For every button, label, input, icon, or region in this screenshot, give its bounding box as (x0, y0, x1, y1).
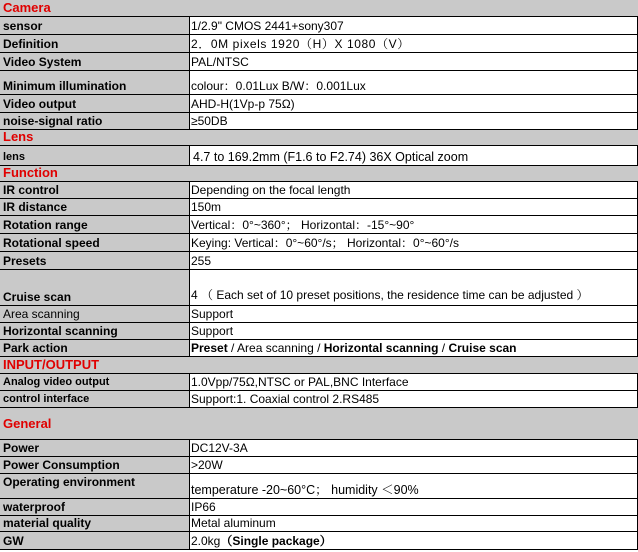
row-value-cell (191, 71, 638, 94)
row-value-cell (191, 252, 638, 269)
row-operating-environment (0, 474, 638, 499)
section-title: Camera (3, 0, 51, 15)
row-material-quality (0, 516, 638, 532)
row-value-cell (191, 146, 638, 165)
row-value: Vertical：0°~360°； Horizontal：-15°~90° (191, 218, 415, 232)
row-value-cell (191, 35, 638, 52)
section-function (0, 166, 638, 182)
row-label-cell (0, 499, 190, 515)
row-label: Rotation range (3, 218, 88, 232)
row-value (191, 341, 517, 355)
row-rotational-speed (0, 234, 638, 252)
row-value: temperature -20~60°C； humidity ＜90% (191, 483, 419, 497)
row-label-cell (0, 146, 190, 165)
row-value-cell (191, 499, 638, 515)
row-value-cell (191, 17, 638, 34)
row-value-cell (191, 199, 638, 215)
row-label-cell (0, 516, 190, 531)
row-label-cell (0, 53, 190, 70)
row-power (0, 440, 638, 457)
row-label-cell (0, 216, 190, 233)
row-value: PAL/NTSC (191, 55, 249, 69)
gw-weight: 2.0kg (191, 534, 221, 548)
row-value-cell (191, 374, 638, 390)
row-value: 255 (191, 254, 212, 268)
row-label-cell (0, 252, 190, 269)
section-title: INPUT/OUTPUT (3, 357, 100, 372)
row-label: Park action (3, 341, 68, 355)
row-minimum-illumination (0, 71, 638, 95)
row-power-consumption (0, 457, 638, 474)
row-label-cell (0, 474, 190, 498)
row-lens (0, 146, 638, 166)
row-label: Power Consumption (3, 458, 120, 472)
row-value-cell (191, 440, 638, 456)
row-value: Metal aluminum (191, 516, 276, 530)
row-video-output (0, 95, 638, 113)
row-label-cell (0, 113, 190, 129)
row-park-action (0, 340, 638, 357)
row-label: IR control (3, 183, 59, 197)
row-value: 2．0M pixels 1920（H）X 1080（V） (191, 37, 410, 51)
row-label-cell (0, 440, 190, 456)
row-video-system (0, 53, 638, 71)
row-label-cell (0, 71, 190, 94)
row-label: waterproof (3, 500, 66, 514)
row-horizontal-scanning (0, 323, 638, 340)
row-value-cell (191, 53, 638, 70)
row-value: AHD-H(1Vp-p 75Ω) (191, 97, 295, 111)
row-value: 1.0Vpp/75Ω,NTSC or PAL,BNC Interface (191, 375, 409, 389)
row-value-cell (191, 270, 638, 305)
row-value: Keying: Vertical：0°~60°/s； Horizontal：0°~60°/s (191, 236, 459, 250)
section-general (0, 408, 638, 440)
section-title: General (3, 416, 52, 431)
row-presets (0, 252, 638, 270)
row-value (191, 534, 332, 548)
row-label: Area scanning (3, 307, 80, 321)
row-label: IR distance (3, 200, 68, 214)
row-ir-distance (0, 199, 638, 216)
row-value: 1/2.9" CMOS 2441+sony307 (191, 19, 344, 33)
section-title: Function (3, 165, 58, 180)
row-value-cell (191, 216, 638, 233)
row-label-cell (0, 306, 190, 322)
row-label-cell (0, 234, 190, 251)
park-separator: / Area scanning / (227, 341, 324, 355)
row-label: Minimum illumination (3, 79, 127, 93)
row-label: Power (3, 441, 40, 455)
row-value-cell (191, 234, 638, 251)
park-horizontal-scanning: Horizontal scanning (323, 341, 439, 355)
row-label-cell (0, 391, 190, 407)
row-value: Support (191, 324, 234, 338)
row-value-cell (191, 113, 638, 129)
row-control-interface (0, 391, 638, 408)
row-rotation-range (0, 216, 638, 234)
row-value-cell (191, 95, 638, 112)
row-label: Analog video output (3, 376, 110, 388)
section-lens (0, 130, 638, 146)
row-cruise-scan (0, 270, 638, 306)
row-label: Video output (3, 97, 77, 111)
row-value: 4 （ Each set of 10 preset positions, the residence time can be adjusted ） (191, 288, 589, 302)
row-label-cell (0, 374, 190, 390)
row-label: control interface (3, 393, 90, 405)
row-label: noise-signal ratio (3, 114, 103, 128)
row-waterproof (0, 499, 638, 516)
row-value: >20W (191, 458, 223, 472)
row-value-cell (191, 323, 638, 339)
row-label-cell (0, 270, 190, 305)
row-label-cell (0, 182, 190, 198)
row-value-cell (191, 306, 638, 322)
row-value: Support:1. Coaxial control 2.RS485 (191, 392, 380, 406)
row-value-cell (191, 340, 638, 356)
row-label-cell (0, 17, 190, 34)
row-label-cell (0, 532, 190, 549)
row-analog-video-output (0, 374, 638, 391)
row-label-cell (0, 199, 190, 215)
row-label: Horizontal scanning (3, 324, 118, 338)
row-value: DC12V-3A (191, 441, 248, 455)
park-cruise-scan: Cruise scan (448, 341, 517, 355)
row-label-cell (0, 35, 190, 52)
row-label: Rotational speed (3, 236, 100, 250)
row-label-cell (0, 340, 190, 356)
row-gw (0, 532, 638, 550)
row-label: lens (3, 151, 26, 163)
row-definition (0, 35, 638, 53)
row-value-cell (191, 182, 638, 198)
row-label: material quality (3, 516, 92, 530)
row-label: Definition (3, 37, 59, 51)
row-value-cell (191, 474, 638, 498)
row-value-cell (191, 391, 638, 407)
row-sensor (0, 17, 638, 35)
row-area-scanning (0, 306, 638, 323)
park-preset: Preset (191, 341, 228, 355)
section-title: Lens (3, 129, 34, 144)
row-label: sensor (3, 19, 43, 33)
park-separator: / (438, 341, 449, 355)
row-label-cell (0, 457, 190, 473)
row-label-cell (0, 95, 190, 112)
row-value: Depending on the focal length (191, 183, 351, 197)
row-label: Presets (3, 254, 47, 268)
row-value: ≥50DB (191, 114, 228, 128)
row-label-cell (0, 323, 190, 339)
row-value-cell (191, 457, 638, 473)
row-label: GW (3, 534, 24, 548)
row-value: Support (191, 307, 234, 321)
gw-package-note: （Single package） (220, 534, 332, 548)
row-noise-signal-ratio (0, 113, 638, 130)
row-value: 150m (191, 200, 222, 214)
row-value: IP66 (191, 500, 216, 514)
row-ir-control (0, 182, 638, 199)
row-value: colour：0.01Lux B/W：0.001Lux (191, 79, 366, 93)
section-camera (0, 0, 638, 17)
section-input-output (0, 357, 638, 374)
row-value-cell (191, 532, 638, 549)
row-value-cell (191, 516, 638, 531)
row-value: 4.7 to 169.2mm (F1.6 to F2.74) 36X Optical zoom (193, 150, 469, 164)
row-label: Video System (3, 55, 82, 69)
row-label: Operating environment (3, 475, 136, 489)
row-label: Cruise scan (3, 290, 72, 304)
